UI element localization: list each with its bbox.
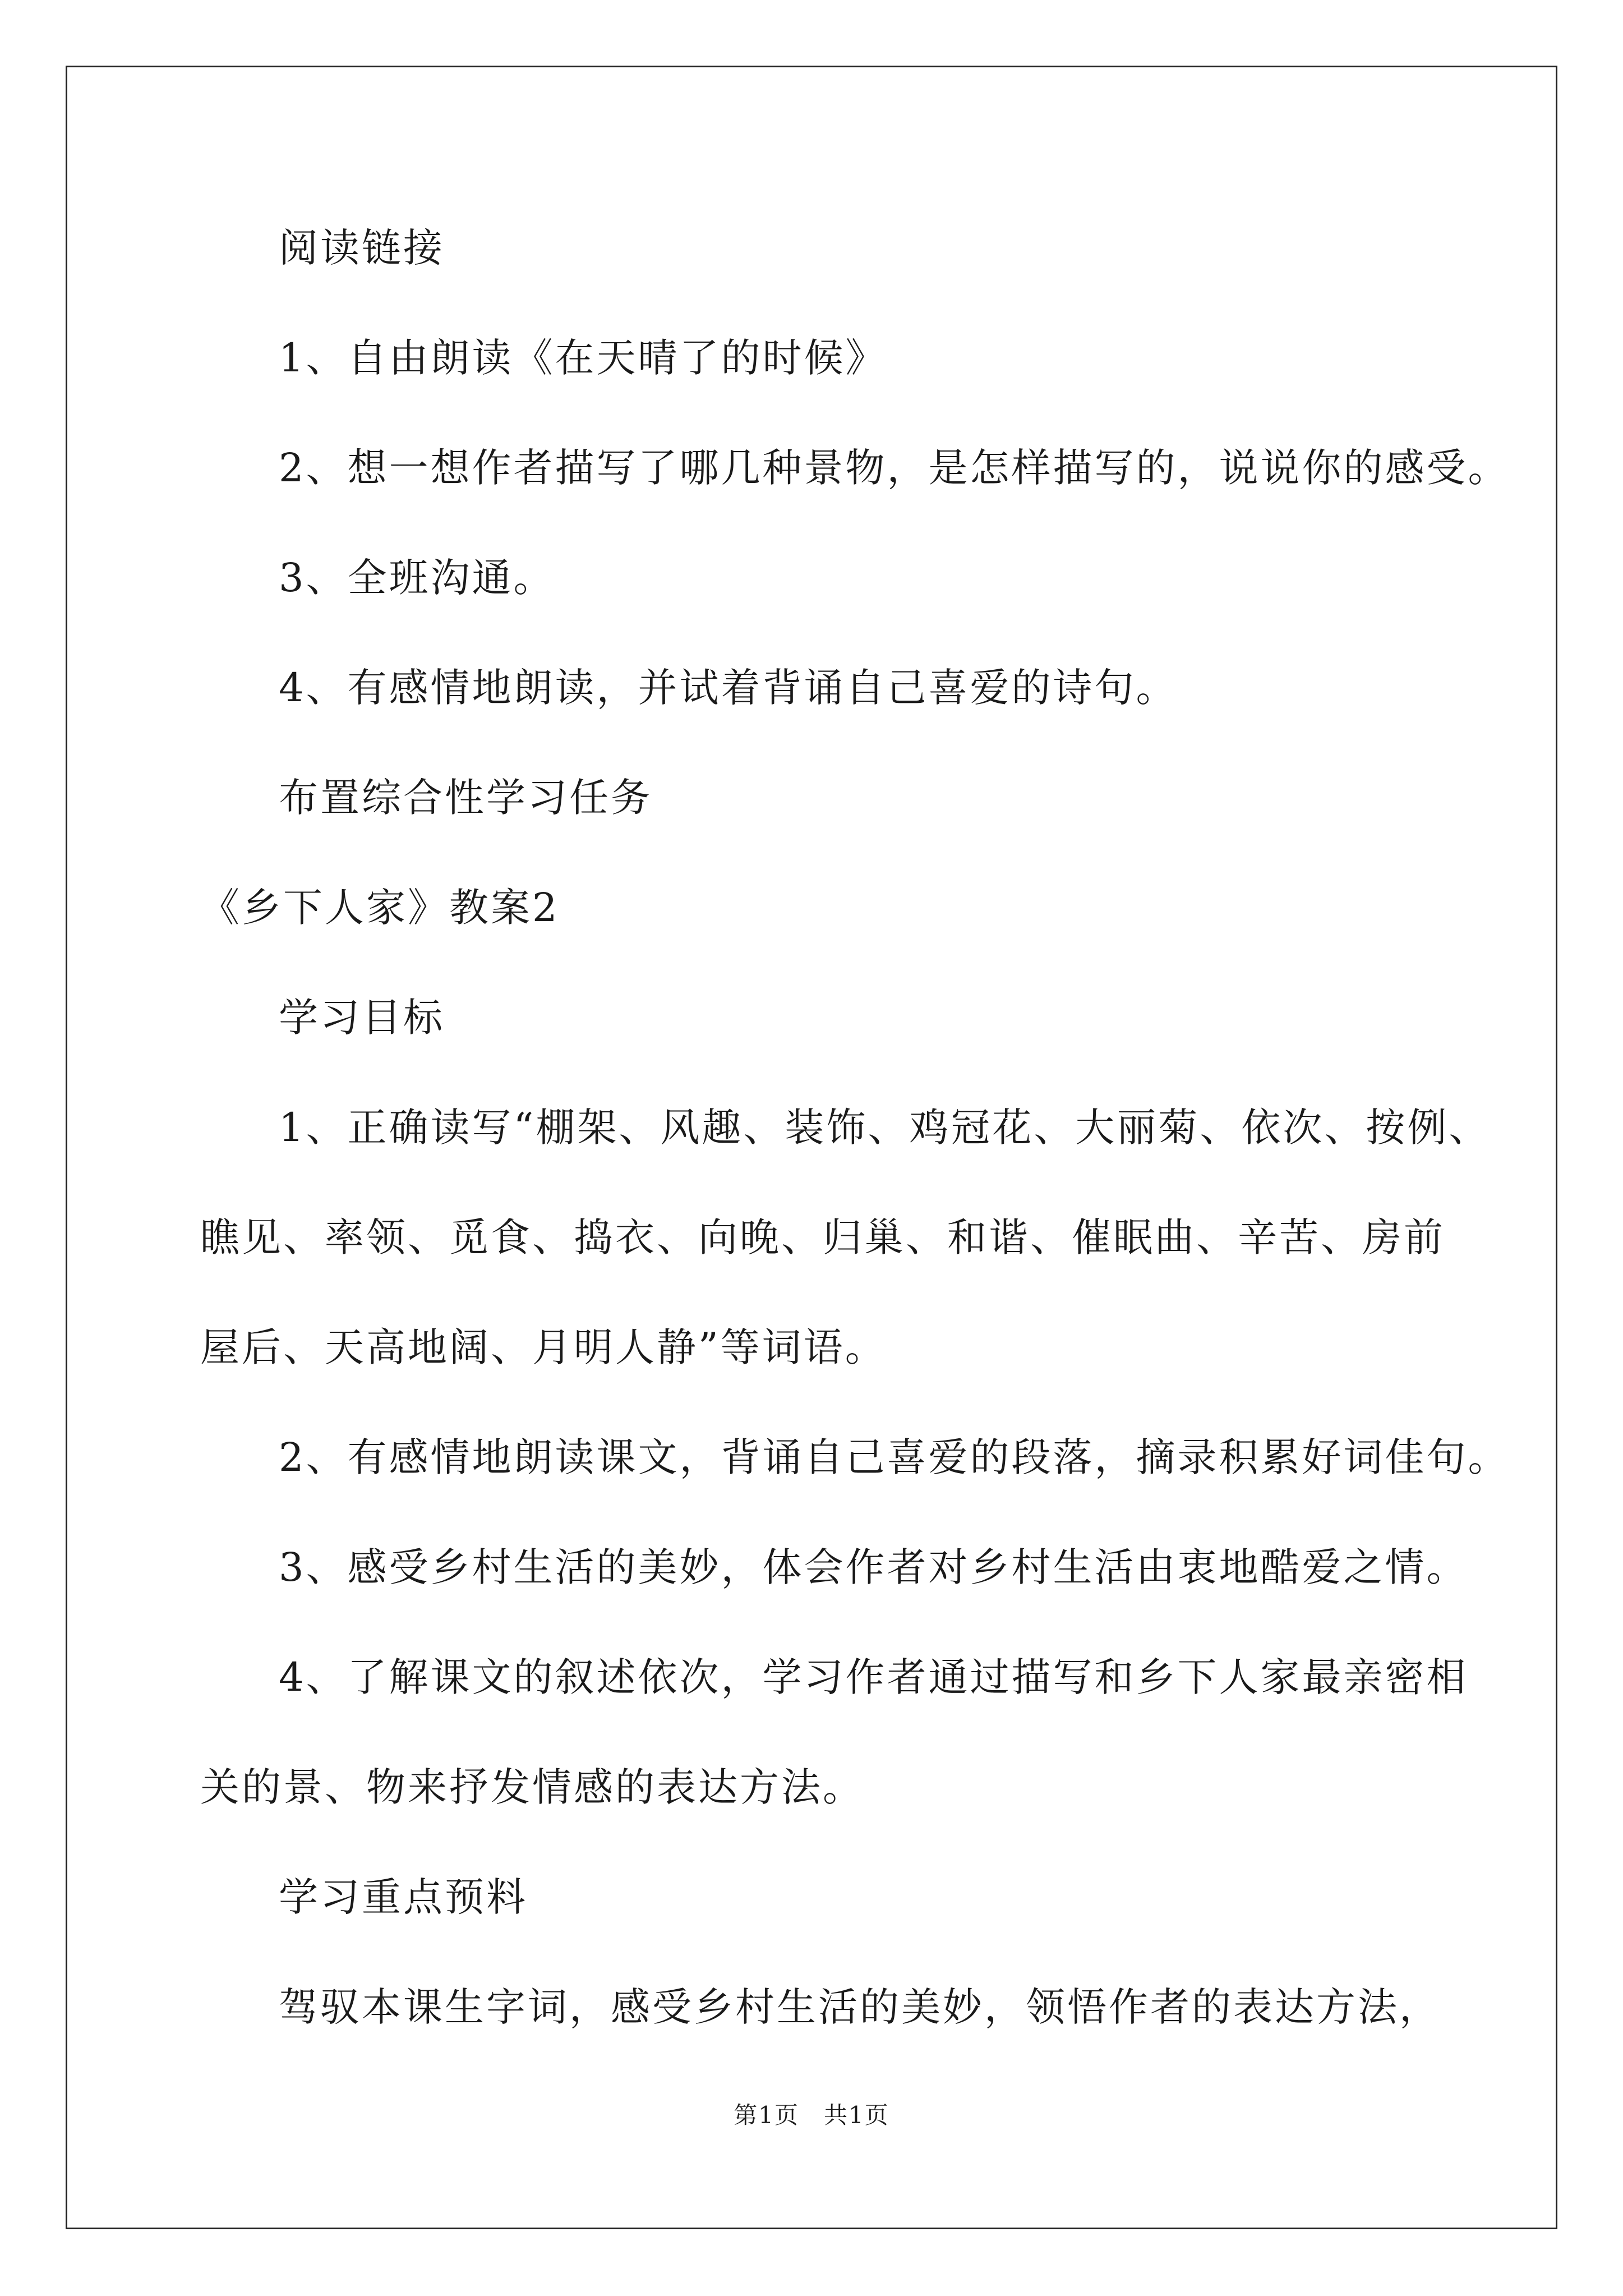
reading-link-heading: 阅读链接 bbox=[279, 225, 445, 271]
text-line: 1、正确读写“棚架、风趣、装饰、鸡冠花、大丽菊、依次、按例、 bbox=[279, 1105, 1491, 1151]
page-footer: 第1页 共1页 bbox=[734, 2101, 889, 2129]
text-line: 关的景、物来抒发情感的表达方法。 bbox=[200, 1764, 864, 1810]
learning-goals-heading: 学习目标 bbox=[279, 995, 445, 1041]
text-line: 1、自由朗读《在天晴了的时候》 bbox=[279, 335, 887, 381]
lesson-plan-title: 《乡下人家》教案2 bbox=[200, 885, 560, 931]
text-line: 2、想一想作者描写了哪几种景物，是怎样描写的，说说你的感受。 bbox=[279, 445, 1510, 491]
text-line: 2、有感情地朗读课文，背诵自己喜爱的段落，摘录积累好词佳句。 bbox=[279, 1434, 1510, 1480]
text-line: 驾驭本课生字词，感受乡村生活的美妙，领悟作者的表达方法， bbox=[279, 1984, 1441, 2030]
text-line: 3、全班沟通。 bbox=[279, 555, 555, 601]
text-line: 4、了解课文的叙述依次，学习作者通过描写和乡下人家最亲密相 bbox=[279, 1654, 1468, 1700]
key-points-heading: 学习重点预料 bbox=[279, 1874, 528, 1920]
text-line: 3、感受乡村生活的美妙，体会作者对乡村生活由衷地酷爱之情。 bbox=[279, 1544, 1468, 1590]
text-line: 4、有感情地朗读，并试着背诵自己喜爱的诗句。 bbox=[279, 665, 1178, 711]
assignment-heading: 布置综合性学习任务 bbox=[279, 775, 652, 821]
text-line: 屋后、天高地阔、月明人静”等词语。 bbox=[200, 1324, 887, 1370]
text-line: 瞧见、率领、觅食、捣衣、向晚、归巢、和谐、催眠曲、辛苦、房前 bbox=[200, 1214, 1445, 1260]
